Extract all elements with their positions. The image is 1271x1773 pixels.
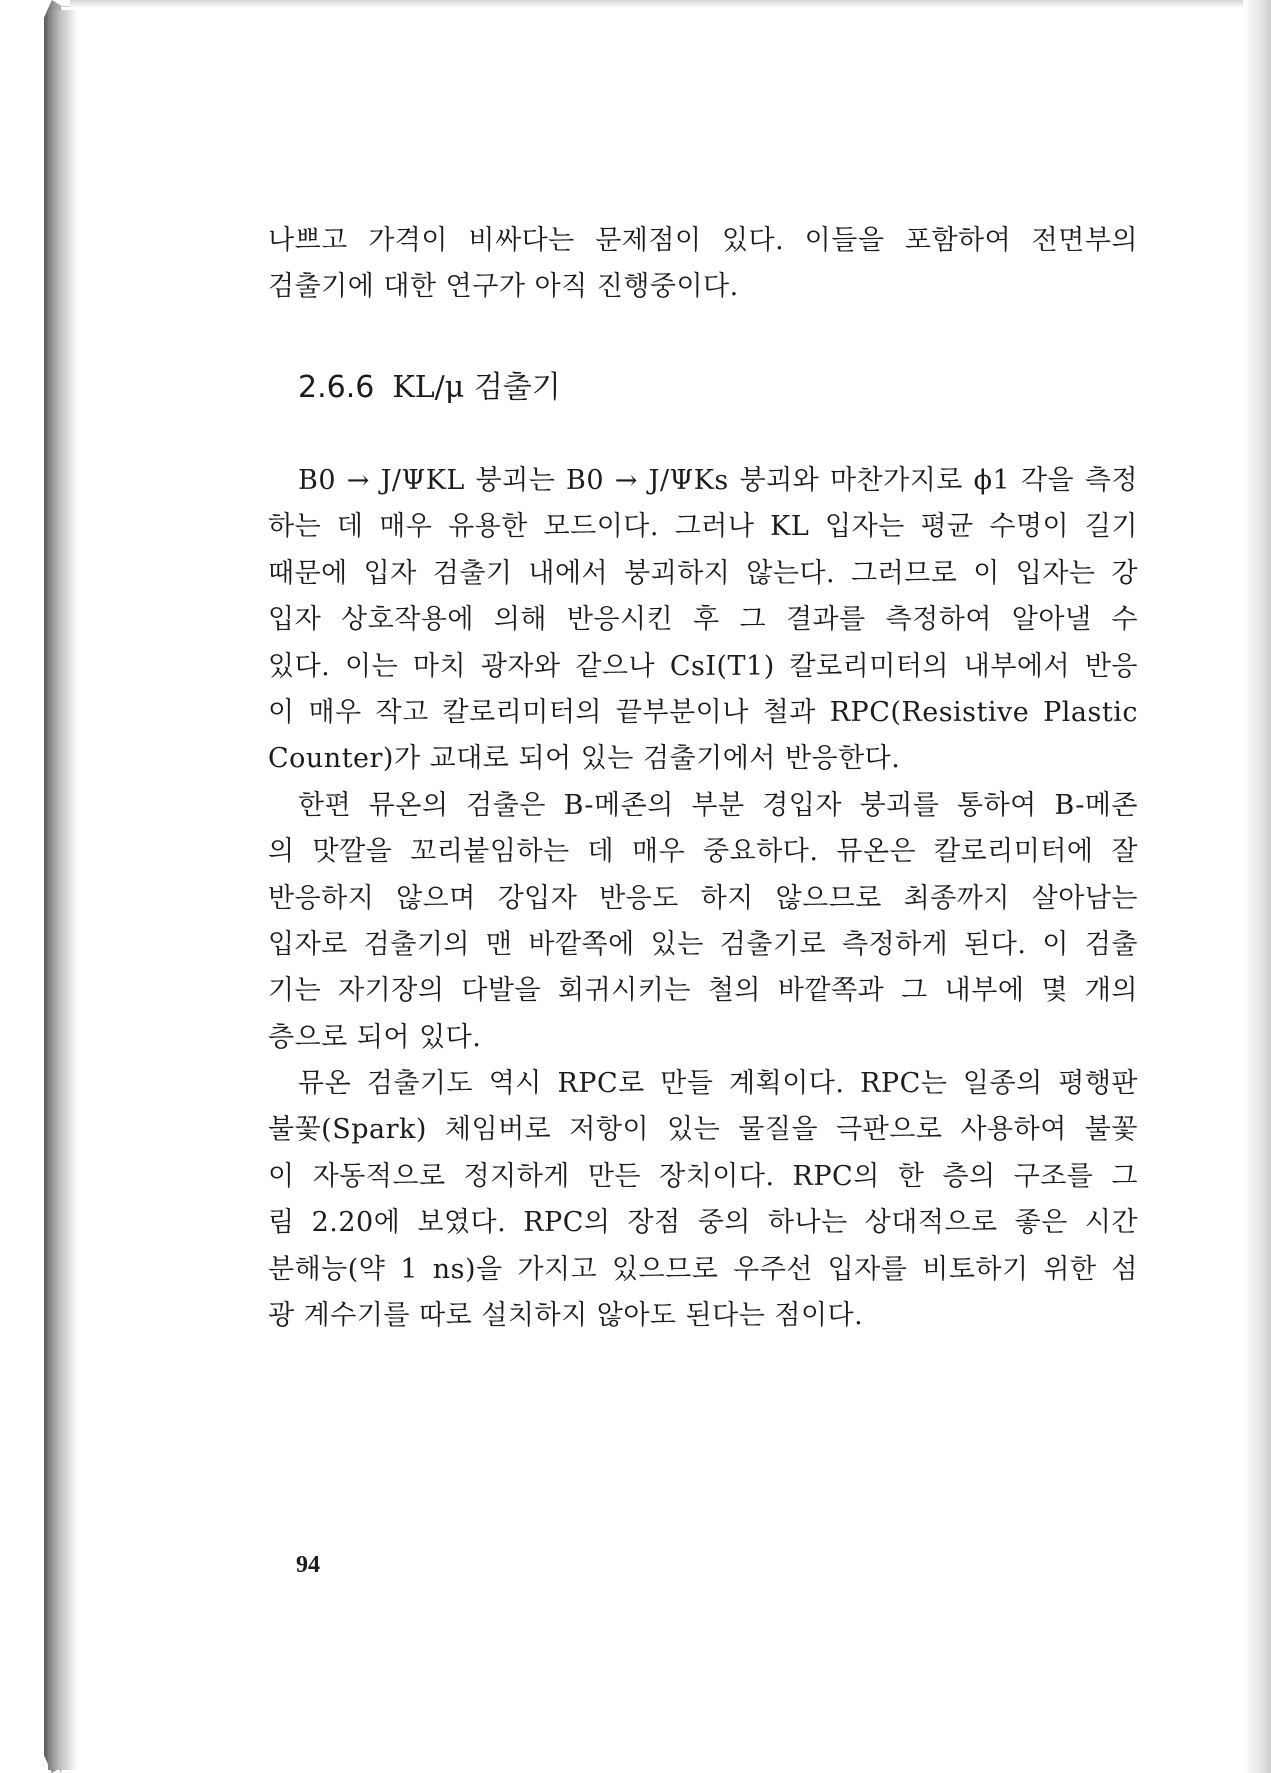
text-line: 기는 자기장의 다발을 회귀시키는 철의 바깥쪽과 그 내부에 몇 개의 (268, 975, 1138, 1007)
text-line: 반응하지 않으며 강입자 반응도 하지 않으므로 최종까지 살아남는 (268, 882, 1138, 914)
text-line: B0 → J/ΨKL 붕괴는 B0 → J/ΨKs 붕괴와 마찬가지로 ϕ1 각을 측정 (298, 465, 1138, 496)
page-number: 94 (296, 1552, 320, 1578)
text-line: 림 2.20에 보였다. RPC의 장점 중의 하나는 상대적으로 좋은 시간 (268, 1207, 1138, 1239)
text-line: 있다. 이는 마치 광자와 같으나 CsI(T1) 칼로리미터의 내부에서 반응 (268, 650, 1138, 682)
section-title: KL/μ 검출기 (392, 370, 561, 405)
text-line: 입자 상호작용에 의해 반응시킨 후 그 결과를 측정하여 알아낼 수 (268, 604, 1138, 636)
section-body (268, 458, 1138, 1339)
page-right-shadow (1243, 0, 1271, 1773)
text-line: 광 계수기를 따로 설치하지 않아도 된다는 점이다. (268, 1300, 864, 1332)
text-line: 입자로 검출기의 맨 바깥쪽에 있는 검출기로 측정하게 된다. 이 검출 (268, 928, 1138, 960)
text-line: 때문에 입자 검출기 내에서 붕괴하지 않는다. 그러므로 이 입자는 강 (268, 557, 1138, 589)
text-line: 검출기에 대한 연구가 아직 진행중이다. (268, 271, 739, 303)
page-top-edge (70, 0, 1260, 8)
text-line: 층으로 되어 있다. (268, 1021, 482, 1053)
page-spine-shadow (48, 10, 78, 1770)
text-line: 분해능(약 1 ns)을 가지고 있으므로 우주선 입자를 비토하기 위한 섬 (268, 1253, 1138, 1285)
text-line: 뮤온 검출기도 역시 RPC로 만들 계획이다. RPC는 일종의 평행판 (298, 1068, 1138, 1100)
text-line: 이 자동적으로 정지하게 만든 장치이다. RPC의 한 층의 구조를 그 (268, 1160, 1138, 1192)
text-line: 이 매우 작고 칼로리미터의 끝부분이나 철과 RPC(Resistive Plastic (268, 696, 1138, 728)
continuation-paragraph (268, 218, 1138, 311)
section-heading (298, 362, 561, 406)
text-line: 불꽃(Spark) 체임버로 저항이 있는 물질을 극판으로 사용하여 불꽃 (268, 1114, 1138, 1146)
text-line: 하는 데 매우 유용한 모드이다. 그러나 KL 입자는 평균 수명이 길기 (268, 511, 1138, 543)
text-line: 나쁘고 가격이 비싸다는 문제점이 있다. 이들을 포함하여 전면부의 (268, 225, 1138, 256)
text-line: 의 맛깔을 꼬리붙임하는 데 매우 중요하다. 뮤온은 칼로리미터에 잘 (268, 836, 1138, 868)
text-line: 한편 뮤온의 검출은 B-메존의 부분 경입자 붕괴를 통하여 B-메존 (298, 789, 1138, 821)
section-number: 2.6.6 (298, 370, 375, 405)
text-line: Counter)가 교대로 되어 있는 검출기에서 반응한다. (268, 743, 901, 775)
